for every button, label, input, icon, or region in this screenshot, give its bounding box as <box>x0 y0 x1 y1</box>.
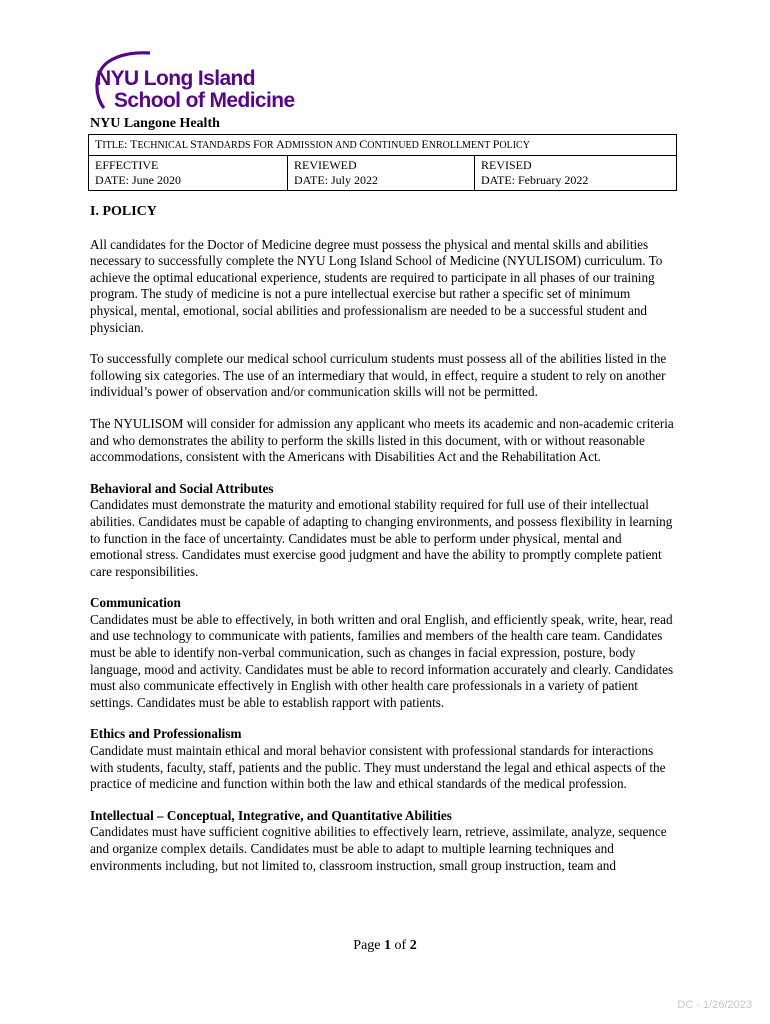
page-of: of <box>394 938 407 953</box>
title-part-big: : T <box>124 137 138 151</box>
logo-line2: School of Medicine <box>114 89 295 112</box>
revised-label: REVISED <box>481 158 532 172</box>
section-intellectual <box>90 808 675 874</box>
title-part-big: P <box>492 137 500 151</box>
effective-label: EFFECTIVE <box>95 158 159 172</box>
title-part-small: OLICY <box>499 140 530 151</box>
title-part-small: ONTINUED <box>367 140 422 151</box>
title-part-big: T <box>95 137 103 151</box>
document-stamp: DC - 1/26/2023 <box>677 999 752 1011</box>
section-body: Candidates must have sufficient cognitive abilities to effectively learn, retrieve, assimilate, analyze, sequence and organize complex details. Candidates must be able to adapt to multiple learning techniques and environments including, but not limited to, classroom instruction, small group instruction, team and <box>90 824 667 873</box>
title-part-big: E <box>421 137 429 151</box>
section-title: Communication <box>90 595 181 611</box>
logo-line1: NYU Long Island <box>96 67 256 90</box>
org-name: NYU Langone Health <box>90 116 220 131</box>
title-part-small: OR <box>259 140 277 151</box>
page-total: 2 <box>409 938 417 953</box>
policy-title <box>95 137 530 151</box>
section-title: Behavioral and Social Attributes <box>90 480 274 496</box>
title-part-small: ECHNICAL <box>137 140 191 151</box>
title-part-small: TANDARDS <box>196 140 253 151</box>
page-word: Page <box>353 938 381 953</box>
revised-date: DATE: February 2022 <box>481 173 589 187</box>
policy-content <box>90 204 675 889</box>
policy-heading: I. POLICY <box>90 204 157 219</box>
section-title: Ethics and Professionalism <box>90 726 242 742</box>
title-part-big: C <box>359 137 368 151</box>
page-footer <box>0 938 770 954</box>
revised-cell <box>475 156 677 191</box>
section-title: Intellectual – Conceptual, Integrative, and Quantitative Abilities <box>90 807 452 823</box>
title-part-small: DMISSION AND <box>284 140 360 151</box>
policy-paragraph: The NYULISOM will consider for admission any applicant who meets its academic and non-academic criteria and who demonstrates the ability to perform the skills listed in this document, with or without reasonable accommodations, consistent with the Americans with Disabilities Act and the Rehabilitation Act. <box>90 415 674 465</box>
nyu-logo <box>92 50 332 114</box>
reviewed-cell <box>288 156 475 191</box>
title-part-big: F <box>252 137 260 151</box>
policy-paragraph: All candidates for the Doctor of Medicine degree must possess the physical and mental skills and abilities necessary to successfully complete the NYU Long Island School of Medicine (NYULISOM) curriculum. To achieve the optimal educational experience, students are required to participate in all phases of our training program. The study of medicine is not a pure intellectual exercise but rather a specific set of minimum physical, mental, emotional, social abilities and professionalism are needed to be a successful student and physician. <box>90 236 663 335</box>
page-current: 1 <box>384 938 392 953</box>
effective-cell <box>89 156 288 191</box>
section-body: Candidate must maintain ethical and moral behavior consistent with professional standards for interactions with students, faculty, staff, patients and the public. They must understand the legal and ethical aspects of the practice of medicine and function within both the law and ethical standards of the medical profession. <box>90 743 666 792</box>
policy-paragraph: To successfully complete our medical school curriculum students must possess all of the abilities listed in the following six categories. The use of an intermediary that would, in effect, require a student to rely on another individual’s power of observation and/or communication skills will not be permitted. <box>90 351 667 400</box>
reviewed-date: DATE: July 2022 <box>294 173 378 187</box>
policy-title-cell <box>89 135 677 156</box>
section-body: Candidates must be able to effectively, in both written and oral English, and efficiently speak, write, hear, read and use technology to communicate with patients, families and members of the health care team. Candidates must be able to identify non-verbal communication, such as changes in facial expression, posture, body language, mood and activity. Candidates must be able to record information accurately and clearly. Candidates must also communicate effectively in English with other health care professionals in a variety of patient settings. Candidates must be able to establish rapport with patients. <box>90 611 674 710</box>
title-part-big: S <box>190 137 197 151</box>
reviewed-label: REVIEWED <box>294 158 357 172</box>
title-part-small: ITLE <box>102 140 124 151</box>
section-body: Candidates must demonstrate the maturity and emotional stability required for full use of their intellectual abilities. Candidates must be capable of adapting to changing environments, and possess flexibility in learning to function in the face of uncertainty. Candidates must be able to perform under physical, mental and emotional stress. Candidates must exercise good judgment and have the ability to promptly complete patient care responsibilities. <box>90 497 673 579</box>
policy-header-table <box>88 134 677 191</box>
section-communication <box>90 595 675 711</box>
title-part-small: NROLLMENT <box>428 140 493 151</box>
effective-date: DATE: June 2020 <box>95 173 181 187</box>
title-part-big: A <box>276 137 285 151</box>
section-behavioral <box>90 481 675 581</box>
section-ethics <box>90 726 675 792</box>
